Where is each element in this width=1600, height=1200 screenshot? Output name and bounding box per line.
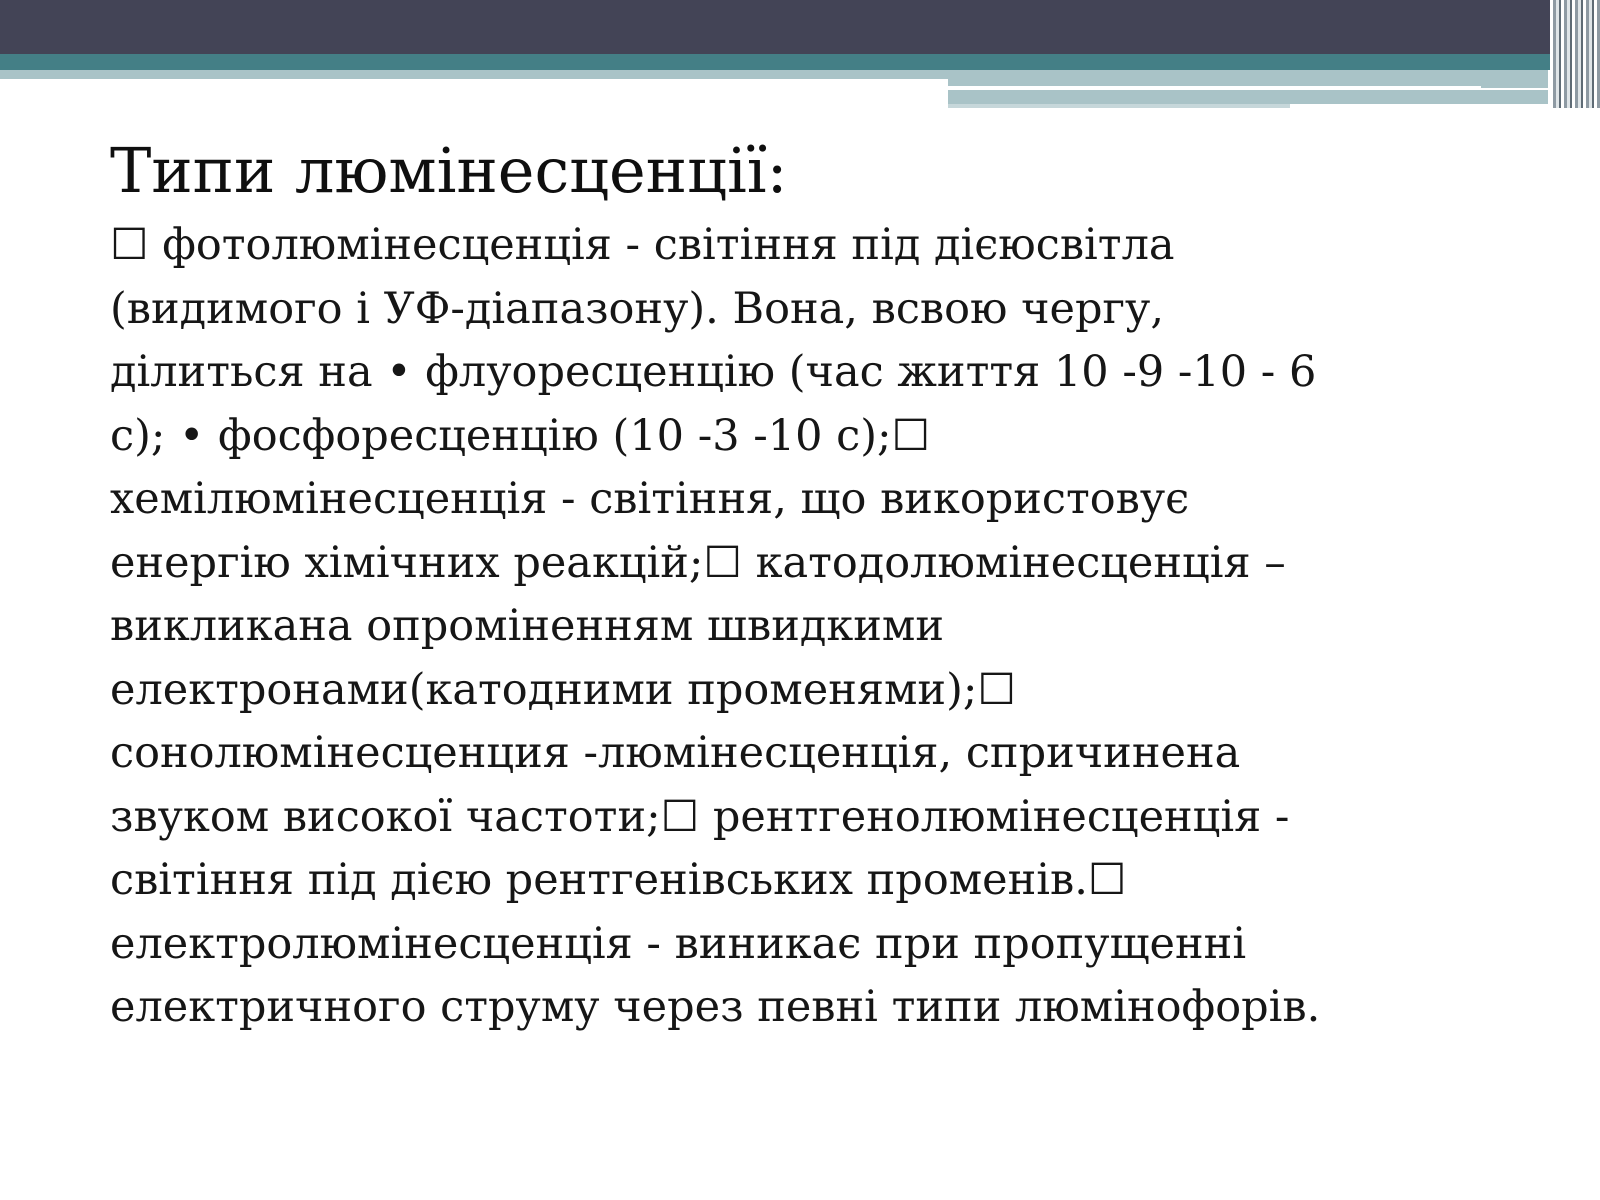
slide-body-text [110, 214, 1430, 1040]
header-band-light-right-accent [948, 104, 1290, 108]
slide-title: Типи люмінесценції: [110, 134, 788, 207]
body-line: енергію хімічних реакцій;☐ катодолюмінесценція – [110, 537, 1286, 588]
body-line: викликана опроміненням швидкими [110, 601, 944, 651]
body-line: с); • фосфоресценцію (10 -3 -10 с);☐ [110, 410, 931, 461]
body-line: ☐ фотолюмінесценція - світіння під дієюсвітла [110, 220, 1175, 270]
header-band-dark [0, 0, 1600, 54]
header-band-light-right-lower [948, 90, 1548, 104]
header-band-teal [0, 54, 1600, 70]
body-line: сонолюмінесценция -люмінесценція, спричинена [110, 728, 1241, 778]
body-line: електронами(катодними променями);☐ [110, 664, 1016, 715]
header-band-light-left [0, 70, 948, 79]
corner-stripes-decoration [1550, 0, 1600, 108]
body-line: електричного струму через певні типи люмінофорів. [110, 982, 1321, 1032]
body-line: (видимого і УФ-діапазону). Вона, всвою чергу, [110, 283, 1165, 334]
body-line: звуком високої частоти;☐ рентгенолюмінесценція - [110, 791, 1290, 842]
body-line: електролюмінесценція - виникає при пропущенні [110, 918, 1247, 969]
body-line: світіння під дією рентгенівських променів.☐ [110, 855, 1127, 905]
body-line: ділиться на • флуоресценцію (час життя 10 -9 -10 - 6 [110, 347, 1317, 397]
body-line: хемілюмінесценція - світіння, що використовує [110, 474, 1190, 524]
